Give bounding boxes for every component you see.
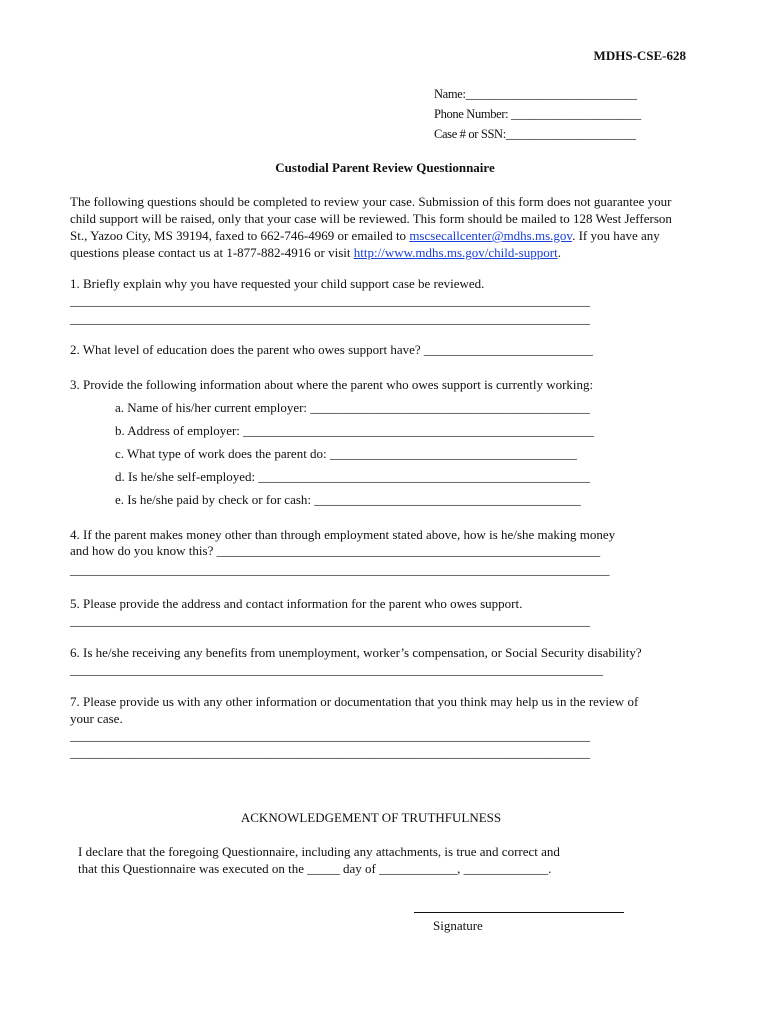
q4-answer-line-2[interactable]: ___________________________________________________________________________________ xyxy=(70,562,610,577)
signature-line[interactable] xyxy=(414,912,624,913)
phone-field[interactable]: Phone Number: ______________________ xyxy=(434,107,641,121)
page-title: Custodial Parent Review Questionnaire xyxy=(275,160,495,175)
q5-answer-line[interactable]: ________________________________________________________________________________ xyxy=(70,613,590,628)
ack-statement-2[interactable]: that this Questionnaire was executed on the _____ day of ____________, _____________. xyxy=(78,861,552,876)
q3-type-of-work[interactable]: c. What type of work does the parent do: ______________________________________ xyxy=(115,446,577,461)
q7-answer-line-1[interactable]: ________________________________________________________________________________ xyxy=(70,728,590,743)
email-link[interactable]: mscsecallcenter@mdhs.ms.gov xyxy=(409,228,573,243)
question-2[interactable]: 2. What level of education does the parent who owes support have? __________________________ xyxy=(70,342,593,357)
intro-text-3: . xyxy=(557,245,561,260)
question-1: 1. Briefly explain why you have requested your child support case be reviewed. xyxy=(70,276,485,291)
q6-answer-line[interactable]: __________________________________________________________________________________ xyxy=(70,662,603,677)
website-link[interactable]: http://www.mdhs.ms.gov/child-support xyxy=(353,245,558,260)
ack-heading: ACKNOWLEDGEMENT OF TRUTHFULNESS xyxy=(240,810,502,825)
question-3: 3. Provide the following information about where the parent who owes support is currently working: xyxy=(70,377,594,392)
form-code: MDHS-CSE-628 xyxy=(593,48,686,63)
case-field[interactable]: Case # or SSN:______________________ xyxy=(434,127,636,141)
name-field[interactable]: Name:_____________________________ xyxy=(434,87,637,101)
q3-self-employed[interactable]: d. Is he/she self-employed: ___________________________________________________ xyxy=(115,469,590,484)
intro-paragraph xyxy=(70,193,690,261)
q3-employer-name[interactable]: a. Name of his/her current employer: ___________________________________________ xyxy=(115,400,590,415)
question-5: 5. Please provide the address and contact information for the parent who owes support. xyxy=(70,596,523,611)
ack-statement-1: I declare that the foregoing Questionnaire, including any attachments, is true and correct and xyxy=(78,844,560,859)
signature-label: Signature xyxy=(433,918,483,933)
q3-paid-by[interactable]: e. Is he/she paid by check or for cash: _________________________________________ xyxy=(115,492,581,507)
question-7-cont: your case. xyxy=(70,711,123,726)
q1-answer-line-2[interactable]: ________________________________________________________________________________ xyxy=(70,311,590,326)
question-4: 4. If the parent makes money other than through employment stated above, how is he/she making money xyxy=(70,527,616,542)
intro-text-1: The following questions should be completed to review your case. Submission of this form does not guarantee your child support will be raised, only that your case will be reviewed. This form should be mailed to 128 West Jefferson St., Yazoo City, MS 39194, faxed to 662-746-4969 or emailed to xyxy=(70,194,672,243)
intro-text-2: . If you have any questions please contact us at 1-877-882-4916 or visit xyxy=(70,228,660,260)
q3-employer-address[interactable]: b. Address of employer: ______________________________________________________ xyxy=(115,423,595,438)
q1-answer-line-1[interactable]: ________________________________________________________________________________ xyxy=(70,293,590,308)
question-6: 6. Is he/she receiving any benefits from unemployment, worker’s compensation, or Social Security disability? xyxy=(70,645,642,660)
q7-answer-line-2[interactable]: ________________________________________________________________________________ xyxy=(70,745,590,760)
q4-answer-line-1[interactable]: and how do you know this? ___________________________________________________________ xyxy=(70,543,601,558)
question-7: 7. Please provide us with any other information or documentation that you think may help us in the review of xyxy=(70,694,639,709)
